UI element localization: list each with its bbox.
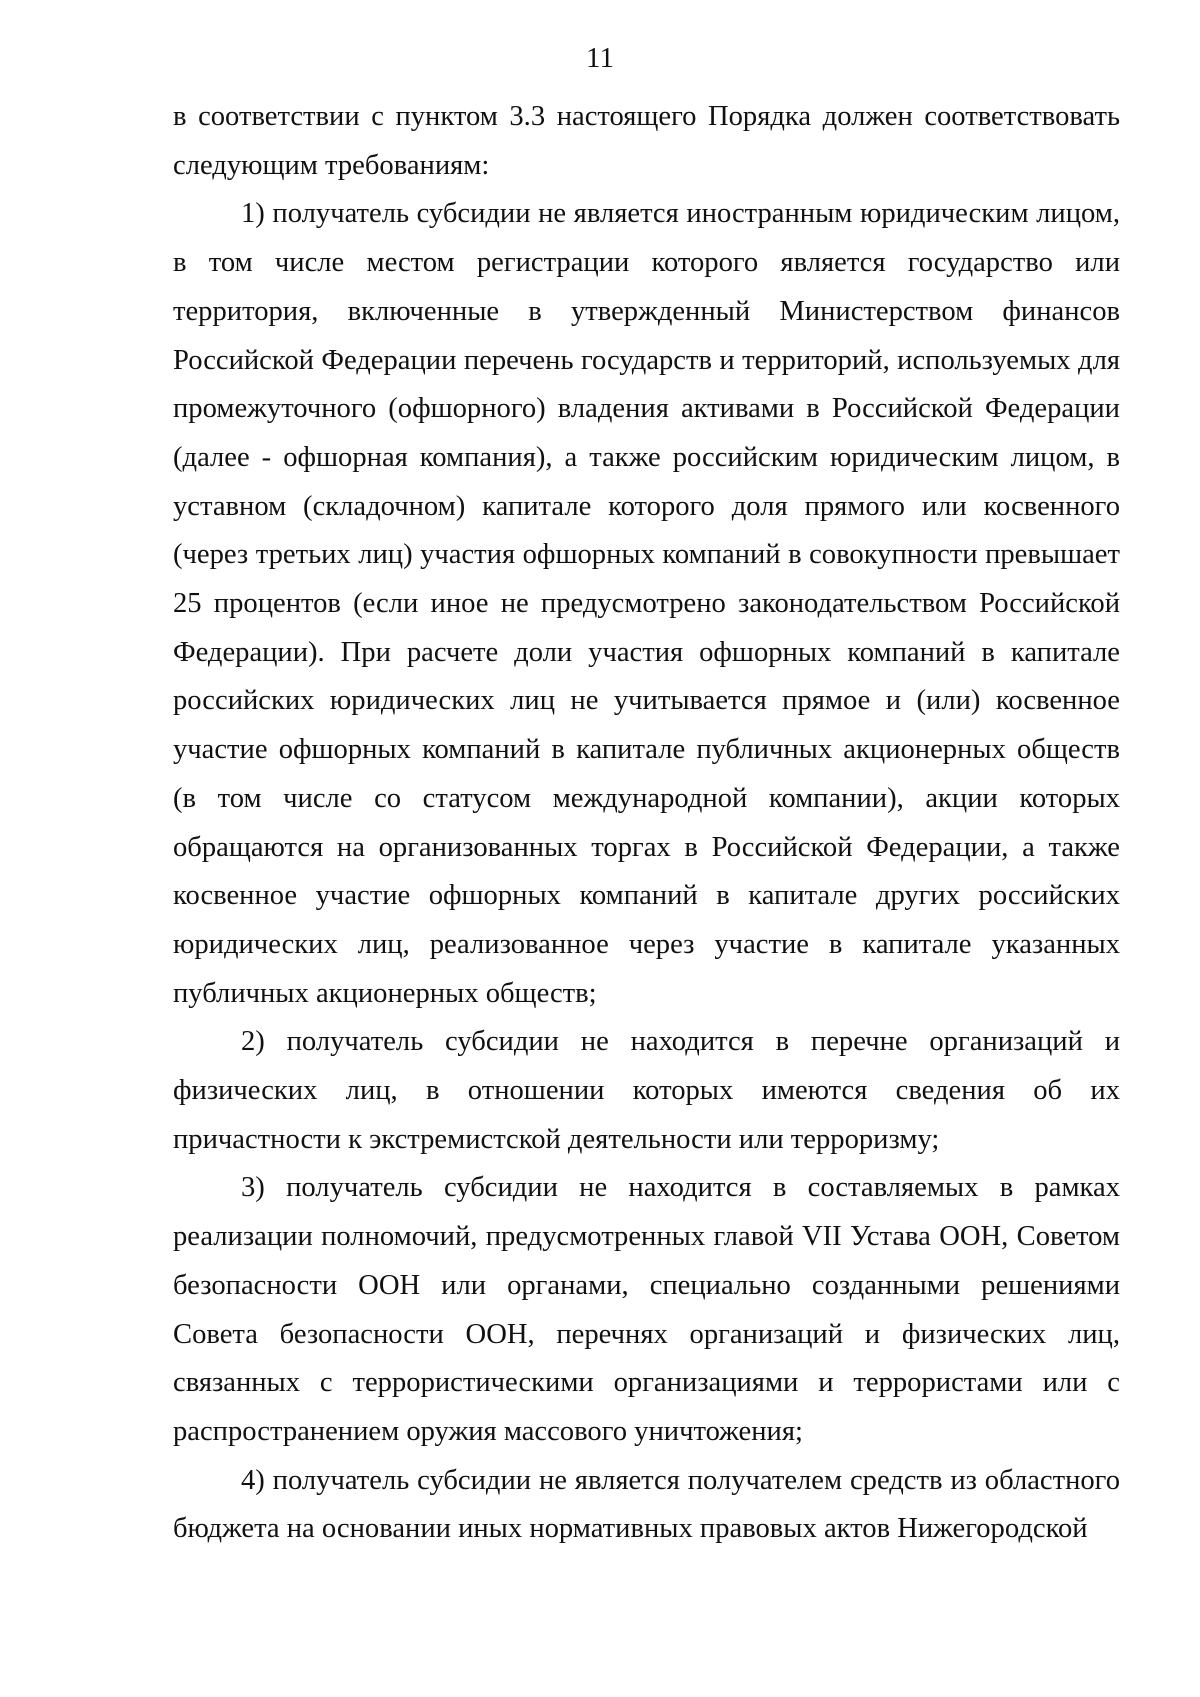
document-body [173, 93, 1120, 1554]
paragraph-item-3: 3) получатель субсидии не находится в составляемых в рамках реализации полномочий, предусмотренных главой VII Устава ООН, Советом безопасности ООН или органами, специально созданными решениями Совета безопасности ООН, перечнях организаций и физических лиц, связанных с террористическими организациями и террористами или с распространением оружия массового уничтожения; [173, 1172, 1120, 1447]
paragraph-item-2: 2) получатель субсидии не находится в перечне организаций и физических лиц, в отношении которых имеются сведения об их причастности к экстремистской деятельности или терроризму; [173, 1026, 1120, 1155]
paragraph-item-1: 1) получатель субсидии не является иностранным юридическим лицом, в том числе местом регистрации которого является государство или территория, включенные в утвержденный Министерством финансов Российской Федерации перечень государств и территорий, используемых для промежуточного (офшорного) владения активами в Российской Федерации (далее - офшорная компания), а также российским юридическим лицом, в уставном (складочном) капитале которого доля прямого или косвенного (через третьих лиц) участия офшорных компаний в совокупности превышает 25 процентов (если иное не предусмотрено законодательством Российской Федерации). При расчете доли участия офшорных компаний в капитале российских юридических лиц не учитывается прямое и (или) косвенное участие офшорных компаний в капитале публичных акционерных обществ (в том числе со статусом международной компании), акции которых обращаются на организованных торгах в Российской Федерации, а также косвенное участие офшорных компаний в капитале других российских юридических лиц, реализованное через участие в капитале указанных публичных акционерных обществ; [173, 198, 1120, 1009]
paragraph-intro: в соответствии с пунктом 3.3 настоящего Порядка должен соответствовать следующим требованиям: [173, 101, 1120, 181]
paragraph-item-4: 4) получатель субсидии не является получателем средств из областного бюджета на основании иных нормативных правовых актов Нижегородской [173, 1464, 1120, 1545]
page-number: 11 [586, 42, 614, 74]
